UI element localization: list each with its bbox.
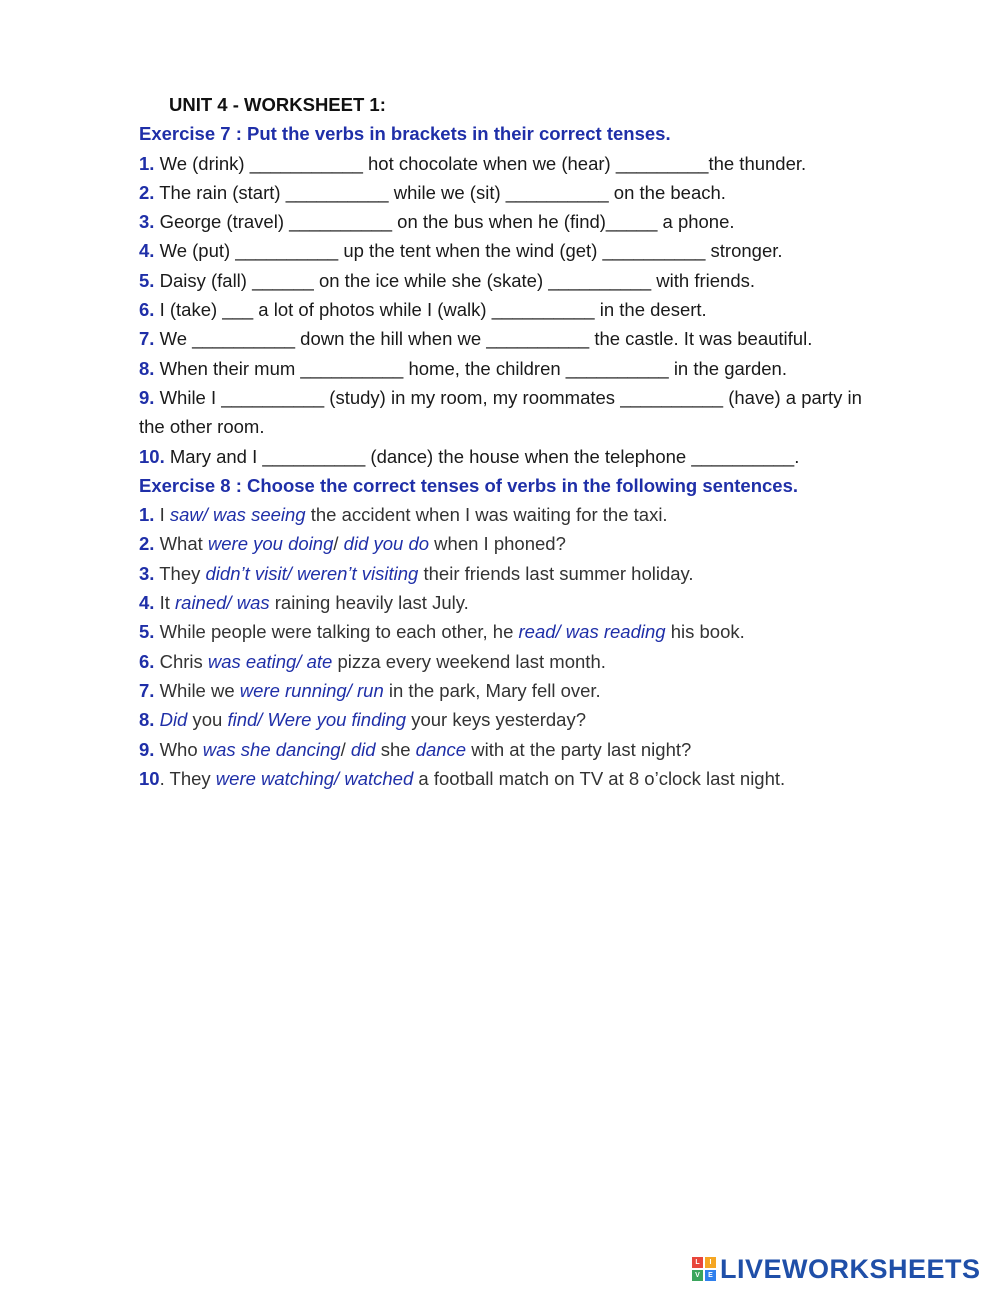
item-number: 4. [139,592,155,614]
exercise-8-list [139,500,919,793]
item-text: I [154,504,170,526]
exercise-8-item [139,735,919,764]
exercise-7-item [139,295,919,324]
item-text: George (travel) __________ on the bus when he (find)_____ a phone. [154,211,735,233]
item-text: It [154,592,175,614]
exercise-7-item [139,236,919,265]
verb-choice: dance [415,738,467,760]
worksheet-title: UNIT 4 - WORKSHEET 1: [169,94,386,115]
verb-choice: Did [159,709,188,731]
exercise-8-item [139,647,919,676]
verb-choice: were running/ run [239,679,384,701]
item-number: 3. [139,211,155,233]
item-text: Mary and I __________ (dance) the house when the telephone __________. [164,445,800,467]
exercise-8-heading: Exercise 8 : Choose the correct tenses of verbs in the following sentences. [139,474,799,496]
item-number: 8. [139,357,155,379]
verb-choice: did [350,738,376,760]
item-number: 7. [139,328,155,350]
item-number: 5. [139,621,155,643]
exercise-7-item [139,207,919,236]
exercise-7-item [139,324,919,353]
item-number: 1. [139,504,155,526]
item-number: 3. [139,562,155,584]
item-text: when I phoned? [429,533,566,555]
item-text: While I __________ (study) in my room, my roommates __________ (have) a party in [154,386,862,408]
item-number: 4. [139,240,155,262]
item-text: What [154,533,208,555]
exercise-8-item [139,705,919,734]
item-number: 2. [139,181,155,203]
exercise-7-item [139,178,919,207]
item-number: 6. [139,650,155,672]
item-text: I (take) ___ a lot of photos while I (walk) __________ in the desert. [154,299,707,321]
item-text: Who [154,738,203,760]
item-number: 9. [139,386,155,408]
exercise-7-item [139,149,919,178]
item-text: your keys yesterday? [406,709,587,731]
item-number: 6. [139,299,155,321]
item-text: / [333,533,344,555]
verb-choice: rained/ was [175,592,270,614]
item-text: you [187,709,228,731]
logo-block: V [692,1270,703,1281]
verb-choice: find/ Were you finding [227,709,407,731]
item-number: 7. [139,679,155,701]
logo-block: L [692,1257,703,1268]
exercise-7-item [139,354,919,383]
exercise-7-item [139,383,919,412]
item-number: 1. [139,152,155,174]
verb-choice: saw/ was seeing [169,504,306,526]
verb-choice: read/ was reading [518,621,666,643]
item-text: While people were talking to each other, he [154,621,519,643]
item-text: with at the party last night? [466,738,692,760]
exercise-8-item [139,500,919,529]
verb-choice: was eating/ ate [207,650,333,672]
logo-text: LIVEWORKSHEETS [720,1253,981,1284]
item-text: While we [154,679,240,701]
exercise-8-item [139,588,919,617]
item-text: We (drink) ___________ hot chocolate when we (hear) _________the thunder. [154,152,807,174]
item-text: pizza every weekend last month. [332,650,606,672]
exercise-8-item [139,559,919,588]
item-text: Chris [154,650,208,672]
item-text: she [375,738,416,760]
item-text: raining heavily last July. [269,592,469,614]
item-text: in the park, Mary fell over. [383,679,601,701]
worksheet-page [139,90,919,793]
item-number: 2. [139,533,155,555]
verb-choice: did you do [343,533,430,555]
verb-choice: was she dancing [202,738,341,760]
item-text: Daisy (fall) ______ on the ice while she (skate) __________ with friends. [154,269,756,291]
verb-choice: were you doing [207,533,334,555]
item-text: a football match on TV at 8 o’clock last night. [413,767,786,789]
item-text: When their mum __________ home, the children __________ in the garden. [154,357,787,379]
verb-choice: were watching/ watched [215,767,414,789]
logo-block: I [705,1257,716,1268]
exercise-7-list [139,149,919,471]
item-text: We (put) __________ up the tent when the wind (get) __________ stronger. [154,240,783,262]
item-continuation: the other room. [139,416,265,438]
item-text: . They [159,767,216,789]
item-text: We __________ down the hill when we __________ the castle. It was beautiful. [154,328,813,350]
liveworksheets-logo [692,1253,981,1285]
item-text: They [154,562,206,584]
exercise-7-heading: Exercise 7 : Put the verbs in brackets in their correct tenses. [139,123,671,145]
item-text: the accident when I was waiting for the taxi. [305,504,668,526]
verb-choice: didn’t visit/ weren’t visiting [205,562,419,584]
exercise-8-item [139,529,919,558]
exercise-8-item [139,764,919,793]
item-text: The rain (start) __________ while we (sit) __________ on the beach. [154,181,726,203]
exercise-8-item [139,676,919,705]
exercise-7-item [139,442,919,471]
logo-block: E [705,1270,716,1281]
item-number: 5. [139,269,155,291]
logo-blocks-icon [692,1257,716,1281]
item-text: their friends last summer holiday. [418,562,694,584]
item-text: / [340,738,351,760]
item-number: 10. [139,445,165,467]
item-number: 9. [139,738,155,760]
exercise-8-item [139,617,919,646]
item-text: his book. [665,621,745,643]
item-number: 10 [139,767,160,789]
exercise-7-item [139,266,919,295]
item-number: 8. [139,709,155,731]
